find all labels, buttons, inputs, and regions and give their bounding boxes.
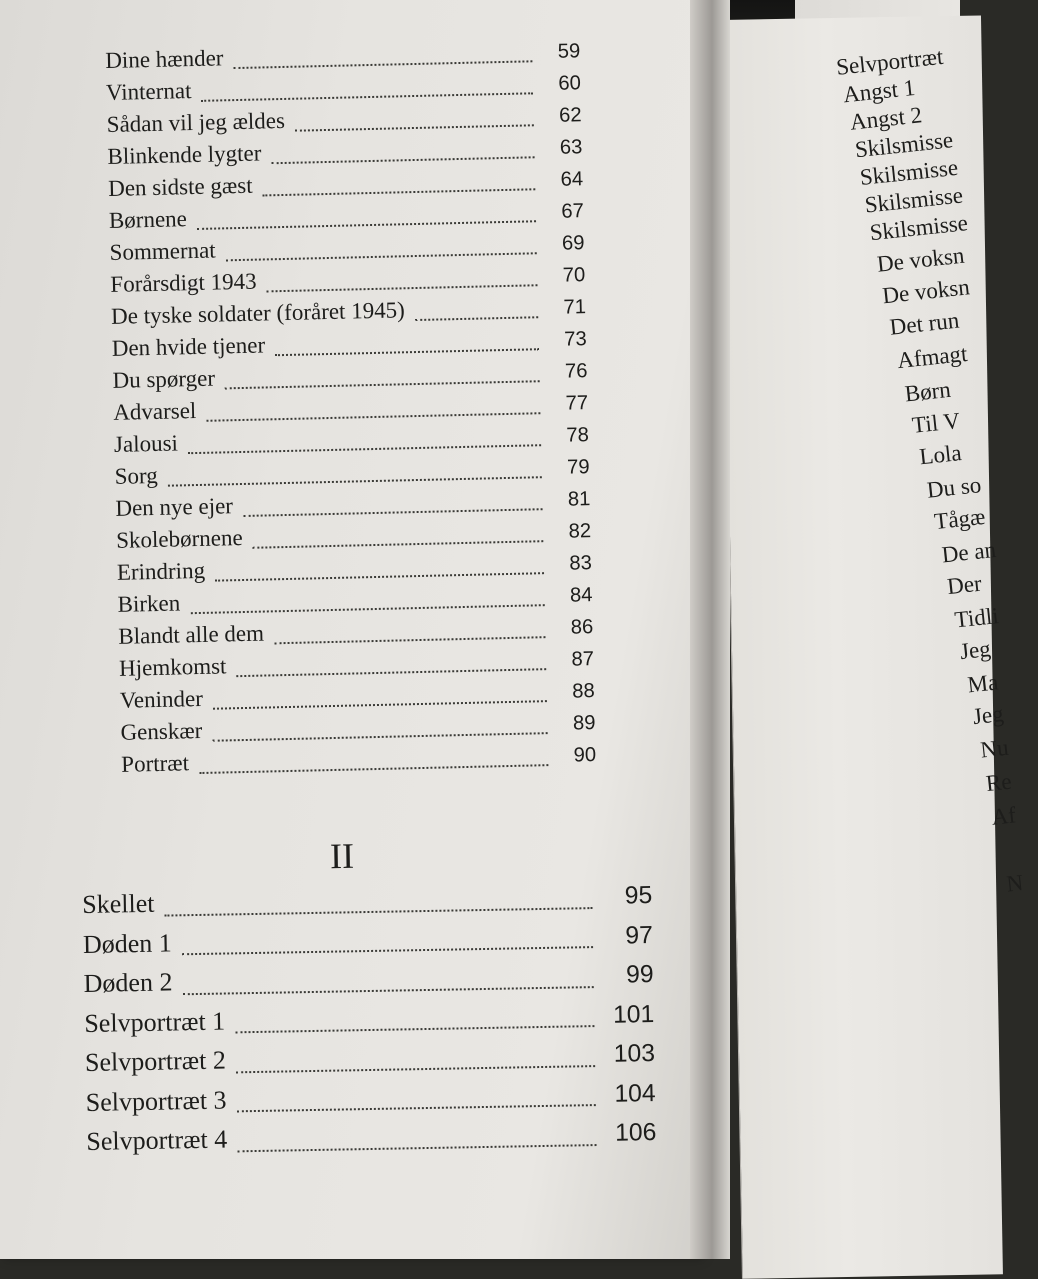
right-page-toc-entry: Jeg (958, 636, 992, 665)
toc-entry-page-number: 76 (564, 360, 588, 383)
right-page-toc-entry: Ma (966, 669, 1000, 698)
toc-entry-page-number: 97 (625, 921, 654, 950)
toc-entry-title: Vinternat (105, 78, 192, 105)
dot-leader (275, 348, 539, 356)
toc-entry-title: Portræt (120, 750, 190, 777)
dot-leader (267, 284, 538, 292)
toc-entry-page-number: 67 (561, 200, 585, 223)
dot-leader (202, 92, 533, 102)
toc-entry-page-number: 70 (562, 264, 586, 287)
dot-leader (415, 316, 538, 321)
dot-leader (272, 156, 535, 164)
toc-entry-title: Den hvide tjener (111, 332, 266, 361)
toc-entry-title: Dine hænder (105, 45, 224, 73)
dot-leader (213, 700, 547, 710)
toc-entry-page-number: 69 (561, 232, 585, 255)
dot-leader (197, 220, 536, 230)
dot-leader (183, 986, 594, 995)
toc-entry-title: Erindring (116, 557, 206, 585)
dot-leader (295, 124, 534, 131)
right-page-toc-entry: Det run (888, 307, 961, 340)
toc-entry-page-number: 89 (572, 712, 596, 735)
dot-leader (225, 380, 540, 389)
right-page-toc-entry: De an (940, 536, 998, 568)
dot-leader (243, 508, 542, 517)
toc-entry-page-number: 84 (569, 584, 593, 607)
toc-entry-page-number: 103 (613, 1040, 656, 1068)
dot-leader (188, 444, 541, 454)
toc-entry-title: Selvportræt 4 (86, 1124, 228, 1156)
dot-leader (237, 1104, 596, 1112)
toc-entry-title: Den nye ejer (115, 493, 234, 521)
right-page-toc-entry: Tågæ (933, 503, 987, 535)
toc-entry-page-number: 62 (558, 104, 582, 127)
right-page-toc-entry: De voksn (875, 242, 966, 277)
right-page-toc-entry: Du so (925, 472, 983, 503)
toc-entry-page-number: 104 (614, 1079, 656, 1108)
toc-entry-page-number: 87 (571, 648, 595, 671)
right-page-toc-entry: Skilsmisse (858, 154, 960, 190)
right-page-toc-entry: Af (990, 802, 1017, 830)
toc-entry-title: Børnene (108, 206, 188, 233)
right-page-toc-entry: Skilsmisse (853, 127, 955, 163)
dot-leader (263, 188, 536, 196)
toc-entry-title: Sorg (114, 462, 159, 489)
book-gutter (690, 0, 730, 1259)
toc-entry-title: Døden 2 (83, 967, 173, 998)
toc-entry-title: Den sidste gæst (107, 172, 253, 201)
toc-entry-title: Birken (117, 590, 181, 617)
toc-entry-page-number: 78 (566, 424, 590, 447)
right-page-toc-entry: Nu (979, 734, 1010, 763)
toc-entry-title: De tyske soldater (foråret 1945) (110, 297, 406, 329)
dot-leader (215, 572, 544, 581)
toc-entry-page-number: 73 (563, 328, 587, 351)
toc-entry-page-number: 81 (567, 488, 591, 511)
dot-leader (237, 668, 547, 677)
right-page-toc-entry: Selvportræt (835, 43, 945, 80)
right-page-toc-entry: Angst 2 (848, 102, 924, 135)
toc-list-part-2 (82, 880, 657, 1166)
toc-entry-page-number: 64 (560, 168, 584, 191)
right-page-toc-entry: Der (945, 570, 983, 600)
dot-leader (253, 540, 544, 549)
toc-entry-page-number: 99 (625, 961, 654, 989)
toc-entry-title: Forårsdigt 1943 (110, 268, 257, 297)
toc-entry-page-number: 83 (569, 552, 593, 575)
toc-entry-title: Sommernat (109, 237, 216, 265)
toc-entry-page-number: 88 (571, 680, 595, 703)
dot-leader (237, 1144, 596, 1152)
toc-entry-title: Veninder (119, 685, 204, 713)
right-page-toc-entry: Afmagt (895, 340, 969, 374)
section-heading: II (329, 835, 355, 877)
dot-leader (234, 60, 533, 69)
toc-entry-page-number: 86 (570, 616, 594, 639)
right-page-toc-entry: Angst 1 (841, 74, 917, 108)
toc-entry-title: Selvportræt 2 (84, 1045, 227, 1077)
toc-entry-page-number: 77 (565, 392, 589, 415)
right-page-toc-entry: Til V (910, 408, 962, 438)
dot-leader (274, 636, 545, 644)
dot-leader (235, 1025, 594, 1033)
right-page-toc-entry: Børn (903, 376, 952, 407)
toc-entry-title: Genskær (120, 717, 203, 745)
toc-entry-title: Selvportræt 1 (84, 1006, 226, 1038)
dot-leader (226, 252, 537, 261)
toc-entry-page-number: 90 (573, 744, 597, 767)
dot-leader (236, 1065, 595, 1073)
dot-leader (206, 412, 540, 422)
right-page-toc-entry: Tidli (953, 603, 1000, 633)
toc-entry-page-number: 82 (568, 520, 592, 543)
right-page-toc-entry: Skilsmisse (868, 210, 969, 246)
toc-entry-title: Blinkende lygter (107, 140, 262, 169)
toc-entry-page-number: 60 (558, 72, 582, 95)
toc-list-part-1 (105, 37, 597, 784)
toc-entry-page-number: 95 (624, 882, 653, 910)
right-page-toc-entry: Skilsmisse (863, 182, 965, 218)
toc-entry-title: Skolebørnene (115, 525, 243, 553)
toc-entry-title: Advarsel (112, 398, 197, 425)
right-page-toc-entry: Lola (918, 440, 963, 470)
right-page-toc-entry: De voksn (881, 274, 971, 309)
dot-leader (182, 946, 593, 955)
dot-leader (168, 476, 542, 486)
toc-entry-page-number: 79 (566, 456, 590, 479)
toc-entry-page-number: 71 (563, 296, 587, 319)
dot-leader (213, 732, 548, 742)
dot-leader (165, 907, 593, 916)
right-page-toc-entry: Jeg (971, 701, 1005, 730)
toc-entry-title: Skellet (82, 888, 155, 919)
toc-entry-title: Døden 1 (82, 927, 173, 959)
toc-entry-title: Hjemkomst (118, 653, 227, 681)
toc-entry-title: Sådan vil jeg ældes (106, 107, 286, 137)
dot-leader (190, 604, 544, 614)
toc-entry-title: Blandt alle dem (118, 620, 265, 649)
right-page-toc-entry: Re (984, 768, 1013, 797)
toc-entry-title: Selvportræt 3 (85, 1085, 227, 1117)
toc-entry-title: Du spørger (112, 365, 216, 393)
toc-entry-page-number: 59 (557, 40, 581, 63)
toc-entry-page-number: 63 (559, 136, 583, 159)
toc-entry-title: Jalousi (113, 430, 179, 457)
toc-entry-page-number: 101 (612, 1000, 655, 1029)
dot-leader (199, 764, 548, 774)
right-page-toc-entry: N (1005, 869, 1025, 897)
toc-entry-page-number: 106 (614, 1119, 657, 1147)
